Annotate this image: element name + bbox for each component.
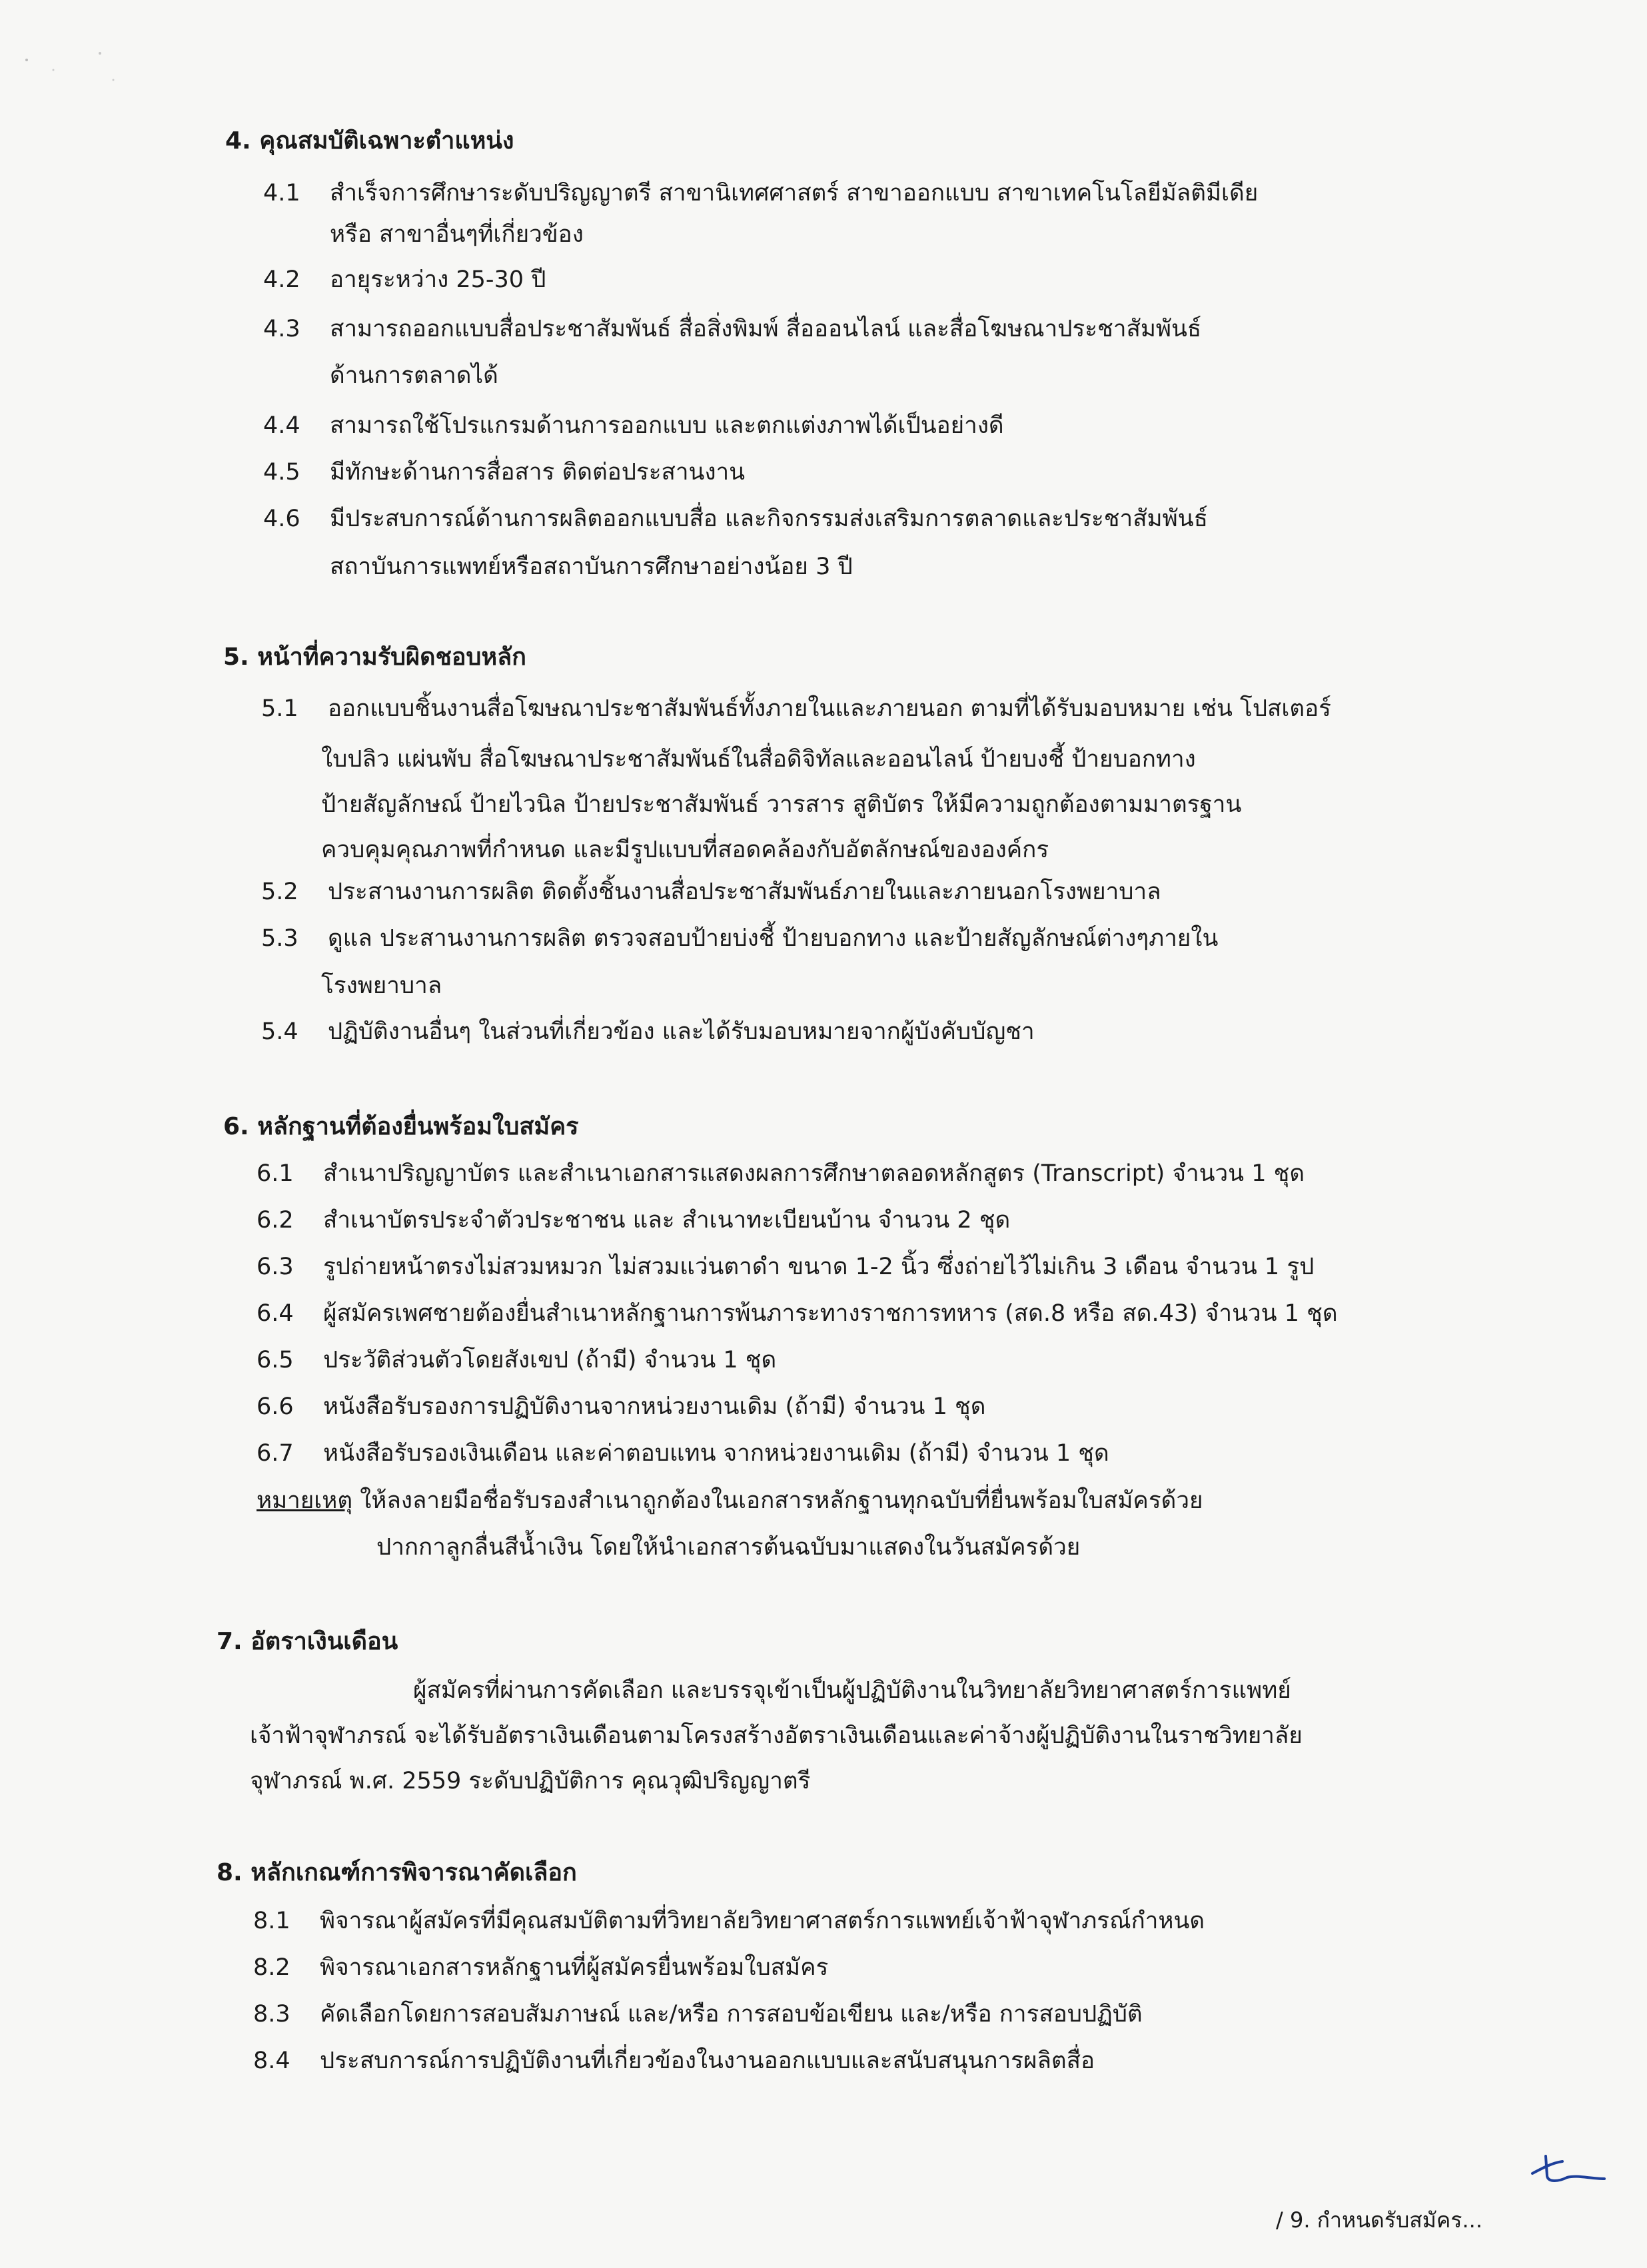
salary-paragraph-line-3: จุฬาภรณ์ พ.ศ. 2559 ระดับปฏิบัติการ คุณวุฒิปริญญาตรี — [250, 1768, 811, 1794]
section-7-title: 7. อัตราเงินเดือน — [217, 1628, 398, 1655]
list-item-5-1-cont1: ใบปลิว แผ่นพับ สื่อโฆษณาประชาสัมพันธ์ในสื่อดิจิทัลและออนไลน์ ป้ายบงชี้ ป้ายบอกทาง — [321, 746, 1196, 773]
list-item-5-3-cont: โรงพยาบาล — [321, 972, 442, 999]
list-item-8-3: 8.3 คัดเลือกโดยการสอบสัมภาษณ์ และ/หรือ การสอบข้อเขียน และ/หรือ การสอบปฏิบัติ — [253, 2001, 1143, 2028]
list-item-6-1: 6.1 สำเนาปริญญาบัตร และสำเนาเอกสารแสดงผลการศึกษาตลอดหลักสูตร (Transcript) จำนวน 1 ชุด — [257, 1160, 1305, 1187]
continuation-footer: / 9. กำหนดรับสมัคร... — [1276, 2207, 1482, 2233]
list-item-8-1: 8.1 พิจารณาผู้สมัครที่มีคุณสมบัติตามที่วิทยาลัยวิทยาศาสตร์การแพทย์เจ้าฟ้าจุฬาภรณ์กำหนด — [253, 1908, 1205, 1934]
list-item-4-1: 4.1 สำเร็จการศึกษาระดับปริญญาตรี สาขานิเทศศาสตร์ สาขาออกแบบ สาขาเทคโนโลยีมัลติมีเดีย — [263, 180, 1259, 206]
scan-specks — [13, 33, 133, 93]
note-line-2: ปากกาลูกลื่นสีน้ำเงิน โดยให้นำเอกสารต้นฉบับมาแสดงในวันสมัครด้วย — [376, 1534, 1081, 1561]
list-item-4-4: 4.4 สามารถใช้โปรแกรมด้านการออกแบบ และตกแต่งภาพได้เป็นอย่างดี — [263, 412, 1004, 439]
salary-paragraph-line-1: ผู้สมัครที่ผ่านการคัดเลือก และบรรจุเข้าเป็นผู้ปฏิบัติงานในวิทยาลัยวิทยาศาสตร์การแพทย์ — [413, 1677, 1291, 1704]
list-item-4-6: 4.6 มีประสบการณ์ด้านการผลิตออกแบบสื่อ และกิจกรรมส่งเสริมการตลาดและประชาสัมพันธ์ — [263, 506, 1208, 532]
list-item-5-1-cont3: ควบคุมคุณภาพที่กำหนด และมีรูปแบบที่สอดคล้องกับอัตลักษณ์ขององค์กร — [321, 837, 1049, 863]
section-4-title: 4. คุณสมบัติเฉพาะตำแหน่ง — [225, 127, 514, 155]
note-line-1: หมายเหตุ ให้ลงลายมือชื่อรับรองสำเนาถูกต้องในเอกสารหลักฐานทุกฉบับที่ยื่นพร้อมใบสมัครด้วย — [257, 1487, 1203, 1514]
list-item-6-7: 6.7 หนังสือรับรองเงินเดือน และค่าตอบแทน จากหน่วยงานเดิม (ถ้ามี) จำนวน 1 ชุด — [257, 1440, 1109, 1467]
list-item-8-4: 8.4 ประสบการณ์การปฏิบัติงานที่เกี่ยวข้องในงานออกแบบและสนับสนุนการผลิตสื่อ — [253, 2048, 1095, 2074]
salary-paragraph-line-2: เจ้าฟ้าจุฬาภรณ์ จะได้รับอัตราเงินเดือนตามโครงสร้างอัตราเงินเดือนและค่าจ้างผู้ปฏิบัติงานในราชวิทยาลัย — [250, 1722, 1303, 1749]
note-label: หมายเหตุ — [257, 1487, 353, 1514]
list-item-6-3: 6.3 รูปถ่ายหน้าตรงไม่สวมหมวก ไม่สวมแว่นตาดำ ขนาด 1-2 นิ้ว ซึ่งถ่ายไว้ไม่เกิน 3 เดือน จำนวน 1 รูป — [257, 1254, 1315, 1280]
list-item-5-1: 5.1 ออกแบบชิ้นงานสื่อโฆษณาประชาสัมพันธ์ทั้งภายในและภายนอก ตามที่ได้รับมอบหมาย เช่น โปสเตอร์ — [261, 695, 1331, 722]
list-item-5-4: 5.4 ปฏิบัติงานอื่นๆ ในส่วนที่เกี่ยวข้อง และได้รับมอบหมายจากผู้บังคับบัญชา — [261, 1018, 1035, 1045]
list-item-6-2: 6.2 สำเนาบัตรประจำตัวประชาชน และ สำเนาทะเบียนบ้าน จำนวน 2 ชุด — [257, 1207, 1011, 1234]
list-item-5-1-cont2: ป้ายสัญลักษณ์ ป้ายไวนิล ป้ายประชาสัมพันธ์ วารสาร สูติบัตร ให้มีความถูกต้องตามมาตรฐาน — [321, 791, 1242, 818]
list-item-4-5: 4.5 มีทักษะด้านการสื่อสาร ติดต่อประสานงาน — [263, 459, 746, 486]
list-item-5-3: 5.3 ดูแล ประสานงานการผลิต ตรวจสอบป้ายบ่งชี้ ป้ายบอกทาง และป้ายสัญลักษณ์ต่างๆภายใน — [261, 925, 1219, 952]
list-item-4-3: 4.3 สามารถออกแบบสื่อประชาสัมพันธ์ สื่อสิ่งพิมพ์ สื่อออนไลน์ และสื่อโฆษณาประชาสัมพันธ์ — [263, 316, 1202, 342]
list-item-8-2: 8.2 พิจารณาเอกสารหลักฐานที่ผู้สมัครยื่นพร้อมใบสมัคร — [253, 1954, 829, 1981]
section-8-title: 8. หลักเกณฑ์การพิจารณาคัดเลือก — [217, 1859, 577, 1886]
list-item-4-1-cont: หรือ สาขาอื่นๆที่เกี่ยวข้อง — [330, 221, 584, 248]
list-item-6-6: 6.6 หนังสือรับรองการปฏิบัติงานจากหน่วยงานเดิม (ถ้ามี) จำนวน 1 ชุด — [257, 1393, 986, 1420]
list-item-4-3-cont: ด้านการตลาดได้ — [330, 362, 498, 389]
list-item-4-2: 4.2 อายุระหว่าง 25-30 ปี — [263, 266, 546, 293]
section-6-title: 6. หลักฐานที่ต้องยื่นพร้อมใบสมัคร — [223, 1113, 579, 1140]
list-item-6-5: 6.5 ประวัติส่วนตัวโดยสังเขป (ถ้ามี) จำนวน 1 ชุด — [257, 1347, 777, 1373]
section-5-title: 5. หน้าที่ความรับผิดชอบหลัก — [223, 643, 526, 671]
handwritten-initials — [1526, 2148, 1612, 2195]
list-item-6-4: 6.4 ผู้สมัครเพศชายต้องยื่นสำเนาหลักฐานการพ้นภาระทางราชการทหาร (สด.8 หรือ สด.43) จำนวน 1 ชุด — [257, 1300, 1338, 1327]
list-item-5-2: 5.2 ประสานงานการผลิต ติดตั้งชิ้นงานสื่อประชาสัมพันธ์ภายในและภายนอกโรงพยาบาล — [261, 879, 1161, 905]
list-item-4-6-cont: สถาบันการแพทย์หรือสถาบันการศึกษาอย่างน้อย 3 ปี — [330, 554, 853, 580]
